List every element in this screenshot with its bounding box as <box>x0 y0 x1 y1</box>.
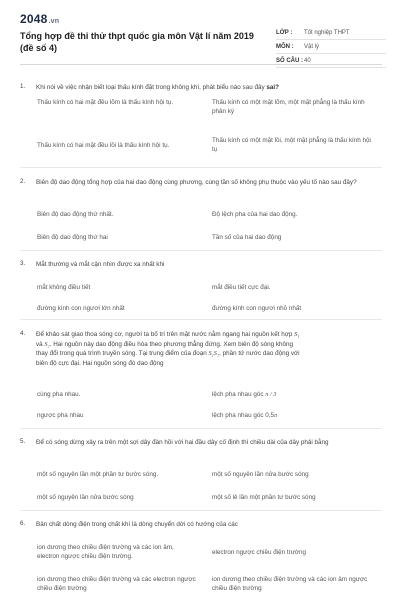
question-divider <box>20 250 382 251</box>
meta-label: MÔN : <box>276 43 294 50</box>
logo-suffix: .vn <box>48 18 60 25</box>
stem-text: , phần tử nước dao động với <box>219 350 300 357</box>
option-b[interactable]: electron ngược chiều điện trường <box>212 549 307 556</box>
exam-meta <box>276 26 386 68</box>
meta-class <box>276 26 386 40</box>
math-s1s2: S₁S₂ <box>208 350 220 357</box>
option-a[interactable]: ion dương theo chiều điện trường và các ion âm, electron ngược chiều điện trường. <box>37 544 174 561</box>
option-c[interactable]: ion dương theo chiều điện trường và các electron ngược chiều điện trường <box>37 576 196 593</box>
meta-value: Vật lý <box>304 43 320 50</box>
meta-count <box>276 54 386 68</box>
question-divider <box>20 428 382 429</box>
meta-label: LỚP : <box>276 29 293 36</box>
stem-text: và <box>36 340 45 348</box>
stem-text: Khi nói về việc nhận biết loại thấu kính đặt trong không khí, phát biểu nào sau đây <box>36 84 267 91</box>
question-stem: Để có sóng dừng xảy ra trên một sợi dây đàn hồi với hai đầu dây cố định thì chiều dài của dây phải bằng <box>36 439 329 446</box>
question-stem: Mắt thường và mắt cận nhìn được xa nhất khi <box>36 261 165 268</box>
option-b[interactable] <box>212 390 372 399</box>
stem-text: . Hai nguồn này dao động điều hòa theo phương thẳng đứng. Xem biên độ sóng không <box>49 340 294 348</box>
option-a[interactable]: mắt không điều tiết <box>37 284 91 291</box>
option-b[interactable]: một số nguyên lần nửa bước sóng <box>212 471 309 478</box>
stem-text: thay đổi trong quá trình truyền sóng. Tại trung điểm của đoạn <box>36 350 209 357</box>
question-stem: Bản chất dòng điện trong chất khí là dòng chuyển dời có hướng của các <box>36 521 238 528</box>
logo-text: 2048 <box>20 12 48 26</box>
option-c[interactable]: đường kính con ngươi lớn nhất <box>37 305 125 312</box>
option-c[interactable]: Biên độ dao động thứ hai <box>37 234 108 241</box>
stem-text: Để khảo sát giao thoa sóng cơ, người ta bố trí trên mặt nước nằm ngang hai nguồn kết hợp <box>36 331 295 338</box>
option-b[interactable]: Độ lệch pha của hai dao động. <box>212 211 298 218</box>
question-number: 5. <box>20 438 26 445</box>
header <box>20 12 382 64</box>
option-a[interactable]: Thấu kính có hai mặt đều lõm là thấu kính hội tụ. <box>37 99 174 106</box>
math-pi: π <box>273 412 278 419</box>
meta-value: Tốt nghiệp THPT <box>304 29 350 36</box>
option-d[interactable]: ion dương theo chiều điện trường và các ion âm ngược chiều điện trường <box>212 576 368 593</box>
question-number: 1. <box>20 83 26 90</box>
header-divider <box>20 64 382 65</box>
question-divider <box>20 510 382 511</box>
question-number: 4. <box>20 330 26 337</box>
option-c[interactable]: một số nguyên lần nửa bước sóng <box>37 494 134 501</box>
option-d[interactable]: đường kính con ngươi nhỏ nhất <box>212 305 302 312</box>
meta-value: 40 <box>304 57 311 64</box>
option-a[interactable]: một số nguyên lần một phần tư bước sóng. <box>37 471 159 478</box>
question-stem: Biên độ dao động tổng hợp của hai dao động cùng phương, cùng tần số không phụ thuộc vào yếu tố nào sau đây? <box>36 179 357 186</box>
meta-label: SỐ CÂU : <box>276 57 303 64</box>
option-d[interactable]: một số lẻ lần một phần tư bước sóng <box>212 494 316 501</box>
math-s2: S₂ <box>44 340 50 348</box>
math-pi-over-3: π / 3 <box>265 391 277 398</box>
question-divider <box>20 319 382 320</box>
stem-text: biên độ cực đại. Hai nguồn sóng đó dao động <box>36 359 164 367</box>
site-logo[interactable] <box>20 12 59 26</box>
option-c[interactable]: ngược pha nhau <box>37 412 84 419</box>
question-number: 2. <box>20 178 26 185</box>
question-number: 3. <box>20 260 26 267</box>
option-d[interactable]: Tần số của hai dao động <box>212 234 282 241</box>
option-a[interactable]: Biên độ dao động thứ nhất. <box>37 211 114 218</box>
option-text: lệch pha nhau góc <box>212 391 266 398</box>
option-b[interactable]: Thấu kính có một mặt lõm, một mặt phẳng là thấu kính phân kỳ <box>212 99 365 116</box>
stem-emphasis: sai? <box>266 84 279 91</box>
option-c[interactable]: Thấu kính có hai mặt đều lồi là thấu kính hội tụ. <box>37 142 170 149</box>
math-s1: S₁ <box>294 331 300 338</box>
question-divider <box>20 167 382 168</box>
question-stem <box>36 330 378 368</box>
option-d[interactable] <box>212 411 372 420</box>
meta-subject <box>276 40 386 54</box>
option-b[interactable]: mắt điều tiết cực đại. <box>212 284 271 291</box>
option-d[interactable]: Thấu kính có một mặt lồi, một mặt phẳng là thấu kính hội tụ <box>212 137 371 154</box>
exam-title: Tổng hợp đề thi thử thpt quốc gia môn Vật lí năm 2019 (đề số 4) <box>20 31 254 53</box>
option-text: lệch pha nhau góc 0,5 <box>212 412 274 419</box>
option-a[interactable]: cùng pha nhau. <box>37 391 81 398</box>
question-stem <box>36 83 378 93</box>
question-number: 6. <box>20 520 26 527</box>
